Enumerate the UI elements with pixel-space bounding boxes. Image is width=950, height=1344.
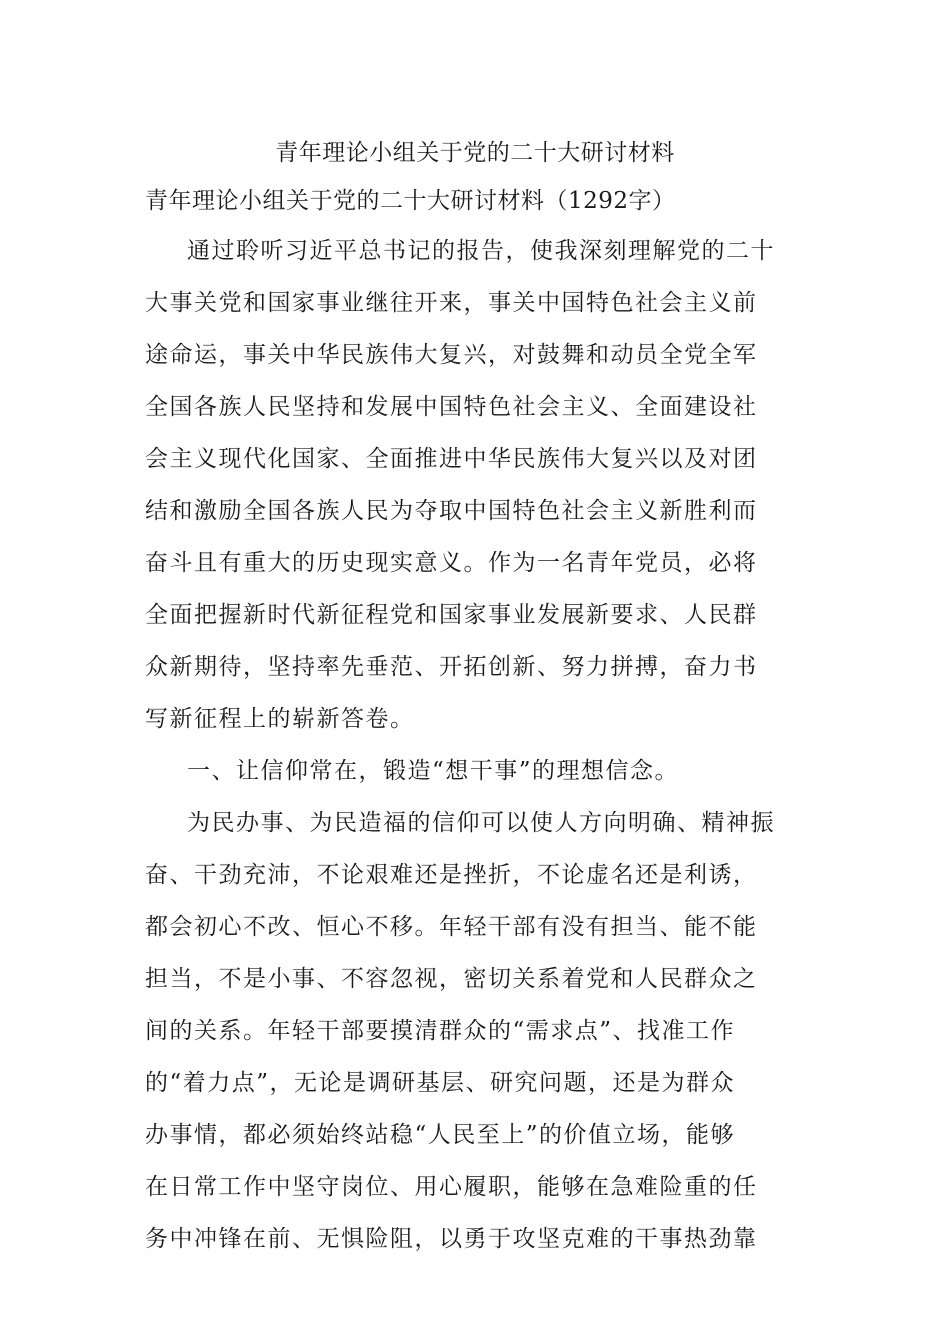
paragraph-line: 全面把握新时代新征程党和国家事业发展新要求、人民群: [145, 602, 758, 628]
paragraph-line: 担当，不是小事、不容忽视，密切关系着党和人民群众之: [145, 966, 758, 992]
paragraph-line: 会主义现代化国家、全面推进中华民族伟大复兴以及对团: [145, 446, 758, 472]
paragraph-line: 全国各族人民坚持和发展中国特色社会主义、全面建设社: [145, 394, 758, 420]
document-subtitle: 青年理论小组关于党的二十大研讨材料（1292字）: [145, 188, 676, 214]
paragraph-line: 大事关党和国家事业继往开来，事关中国特色社会主义前: [145, 290, 758, 316]
paragraph-line: 通过聆听习近平总书记的报告，使我深刻理解党的二十: [187, 238, 775, 264]
paragraph-line: 在日常工作中坚守岗位、用心履职，能够在急难险重的任: [145, 1174, 758, 1200]
paragraph-line: 为民办事、为民造福的信仰可以使人方向明确、精神振: [187, 810, 775, 836]
document-body: [145, 232, 825, 1272]
document-title: 青年理论小组关于党的二十大研讨材料: [275, 140, 675, 166]
paragraph-line: 途命运，事关中华民族伟大复兴，对鼓舞和动员全党全军: [145, 342, 758, 368]
paragraph-line: 结和激励全国各族人民为夺取中国特色社会主义新胜利而: [145, 498, 758, 524]
paragraph-line: 众新期待，坚持率先垂范、开拓创新、努力拼搏，奋力书: [145, 654, 758, 680]
paragraph-line: 奋斗且有重大的历史现实意义。作为一名青年党员，必将: [145, 550, 758, 576]
paragraph-line: 写新征程上的崭新答卷。: [145, 706, 415, 732]
paragraph-line: 奋、干劲充沛，不论艰难还是挫折，不论虚名还是利诱，: [145, 862, 758, 888]
paragraph-line: 间的关系。年轻干部要摸清群众的“需求点”、找准工作: [145, 1018, 736, 1044]
paragraph-line: 的“着力点”，无论是调研基层、研究问题，还是为群众: [145, 1070, 736, 1096]
paragraph-line: 办事情，都必须始终站稳“人民至上”的价值立场，能够: [145, 1122, 736, 1148]
section-heading: 一、让信仰常在，锻造“想干事”的理想信念。: [187, 758, 680, 784]
paragraph-line: 务中冲锋在前、无惧险阻，以勇于攻坚克难的干事热劲靠: [145, 1226, 758, 1252]
paragraph-line: 都会初心不改、恒心不移。年轻干部有没有担当、能不能: [145, 914, 758, 940]
